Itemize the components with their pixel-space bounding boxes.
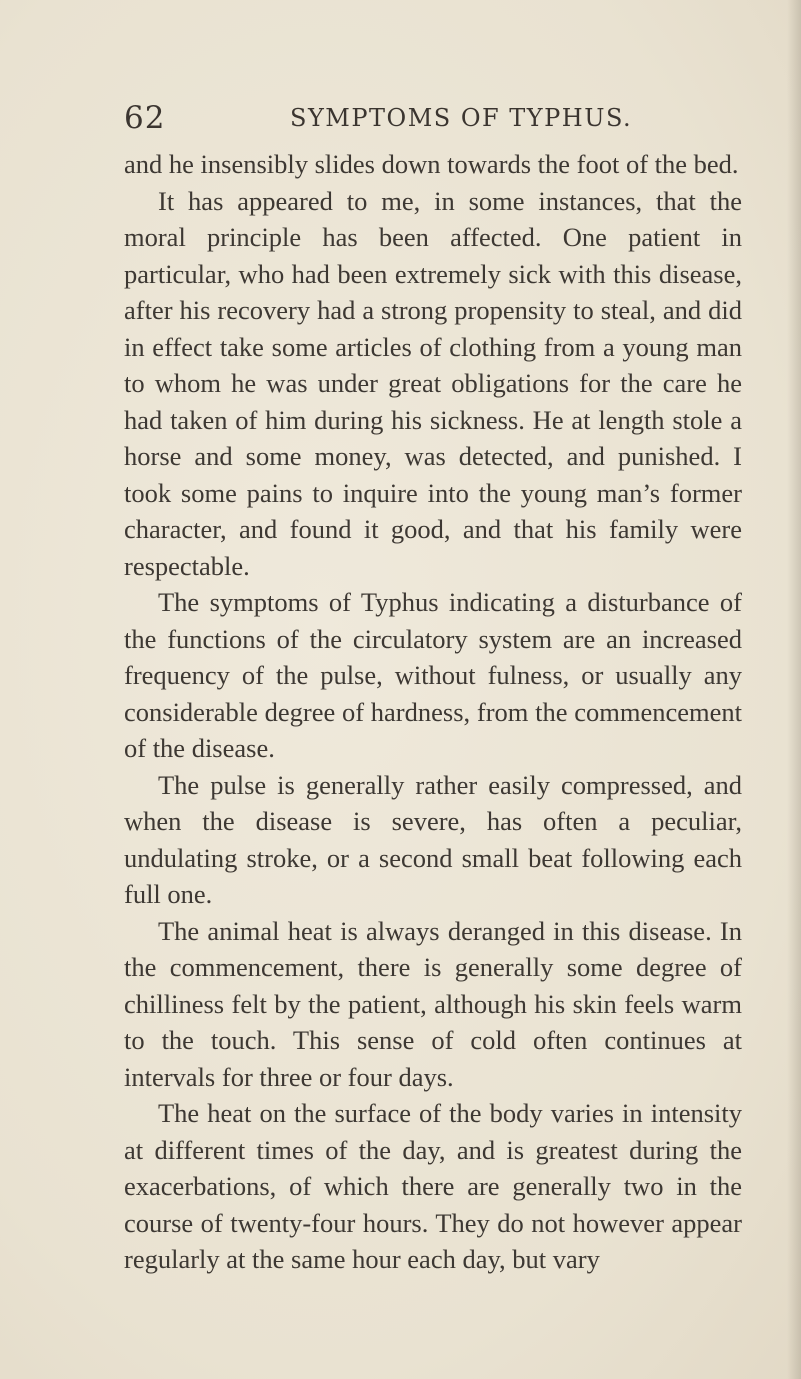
paragraph-circulatory-symptoms: The symptoms of Typhus indicating a disturbance of the functions of the circulatory system are an increased frequency of the pulse, without fulness, or usually any considerable degree of hardness, from the commencement of the disease. <box>124 587 742 763</box>
page-number: 62 <box>124 100 166 136</box>
paragraph-continuation: and he insensibly slides down towards the foot of the bed. <box>124 149 739 179</box>
page-header <box>124 100 674 140</box>
running-head: SYMPTOMS OF TYPHUS. <box>290 104 633 132</box>
page-edge-shadow <box>787 0 801 1379</box>
paragraph-moral-principle: It has appeared to me, in some instances, that the moral principle has been affected. One patient in particular, who had been extremely sick with this disease, after his recovery had a strong propensity to steal, and did in effect take some articles of clothing from a young man to whom he was under great obligations for the care he had taken of him during his sickness. He at length stole a horse and some money, was detected, and punished. I took some pains to inquire into the young man’s former character, and found it good, and that his family were respectable. <box>124 185 742 581</box>
paragraph-pulse: The pulse is generally rather easily compressed, and when the disease is severe, has often a peculiar, undulating stroke, or a second small beat following each full one. <box>124 769 742 909</box>
paragraph-animal-heat: The animal heat is always deranged in this disease. In the commencement, there is generally some degree of chilliness felt by the patient, although his skin feels warm to the touch. This sense of cold often continues at intervals for three or four days. <box>124 915 742 1092</box>
body-text <box>124 146 742 1278</box>
paragraph-surface-heat: The heat on the surface of the body varies in intensity at different times of the day, and is greatest during the exacerbations, of which there are generally two in the course of twenty-four hours. They do not however appear regularly at the same hour each day, but vary <box>124 1098 742 1274</box>
